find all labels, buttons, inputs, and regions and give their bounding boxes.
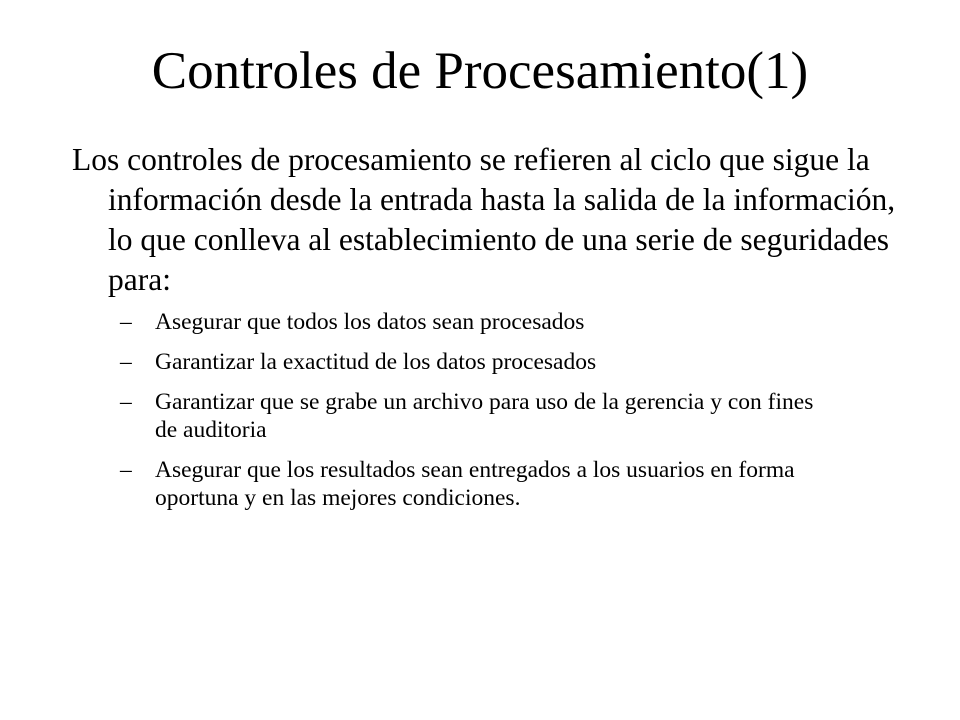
sub-bullet-item (120, 308, 840, 336)
sub-bullet-list (120, 308, 840, 524)
intro-paragraph: Los controles de procesamiento se refieren al ciclo que sigue la información desde la entrada hasta la salida de la información, lo que conlleva al establecimiento de una serie de seguridades para: (72, 142, 896, 297)
sub-bullet-text: Asegurar que todos los datos sean procesados (155, 309, 585, 335)
sub-bullet-item (120, 456, 840, 512)
sub-bullet-item (120, 348, 840, 376)
sub-bullet-item (120, 388, 840, 444)
sub-bullet-text: Asegurar que los resultados sean entregados a los usuarios en forma oportuna y en las mejores condiciones. (155, 457, 795, 511)
dash-bullet-marker: – (120, 309, 132, 335)
sub-bullet-text: Garantizar que se grabe un archivo para uso de la gerencia y con fines de auditoria (155, 389, 814, 443)
slide-title: Controles de Procesamiento(1) (151, 42, 809, 100)
dash-bullet-marker: – (120, 389, 132, 415)
sub-bullet-text: Garantizar la exactitud de los datos procesados (155, 349, 597, 375)
dash-bullet-marker: – (120, 457, 132, 483)
dash-bullet-marker: – (120, 349, 132, 375)
